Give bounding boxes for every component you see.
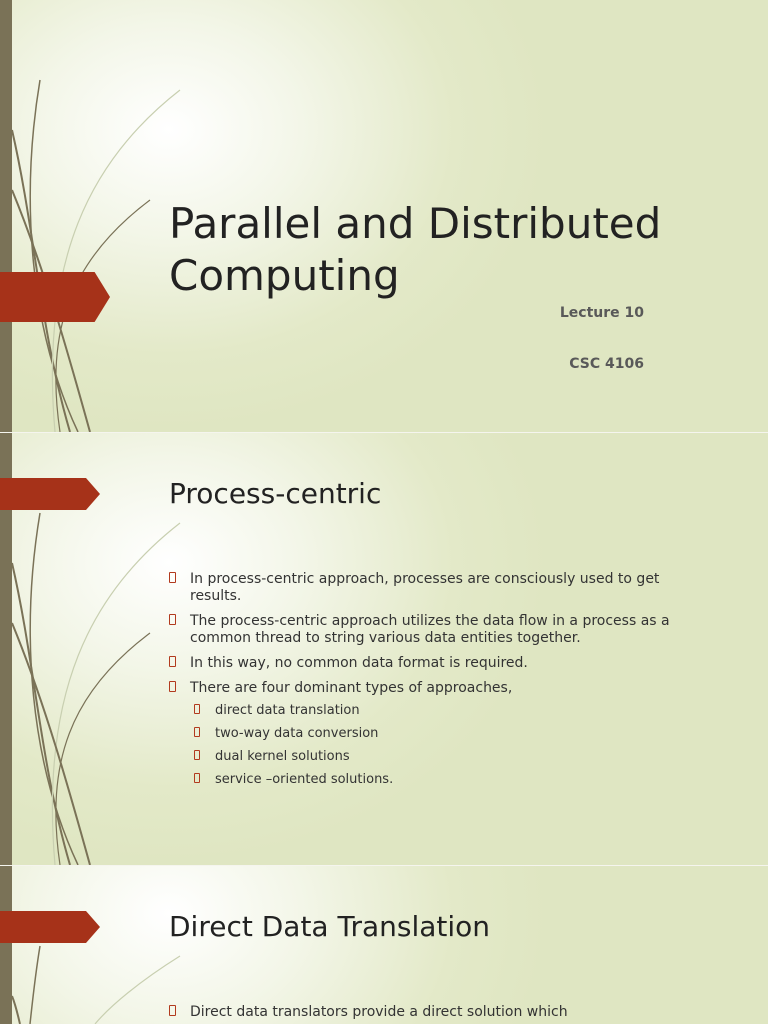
bullet-list xyxy=(169,571,689,796)
bullet-marker-icon xyxy=(169,1005,176,1016)
decorative-swirls xyxy=(0,866,200,1024)
course-code: CSC 4106 xyxy=(569,356,644,372)
bullet-item: In this way, no common data format is required. xyxy=(169,655,689,672)
sub-bullet-item: dual kernel solutions xyxy=(194,749,689,765)
bullet-marker-icon xyxy=(194,773,200,783)
bullet-item: Direct data translators provide a direct solution which xyxy=(169,1004,689,1021)
slide-process-centric xyxy=(0,433,768,865)
slide-heading: Process-centric xyxy=(169,477,382,510)
bullet-marker-icon xyxy=(169,681,176,692)
slide-heading: Direct Data Translation xyxy=(169,910,491,943)
bullet-list xyxy=(169,1004,689,1024)
bullet-marker-icon xyxy=(169,572,176,583)
sub-bullet-item: two-way data conversion xyxy=(194,726,689,742)
sub-bullet-item: service –oriented solutions. xyxy=(194,772,689,788)
slide-arrow-marker xyxy=(0,911,100,943)
sub-bullet-item: direct data translation xyxy=(194,703,689,719)
bullet-marker-icon xyxy=(194,727,200,737)
slide-direct-data-translation xyxy=(0,866,768,1024)
bullet-item: In process-centric approach, processes are consciously used to get results. xyxy=(169,571,689,605)
bullet-item: The process-centric approach utilizes the data flow in a process as a common thread to string various data entities together. xyxy=(169,613,689,647)
sub-bullet-list xyxy=(194,703,689,788)
bullet-marker-icon xyxy=(194,750,200,760)
slide-arrow-marker xyxy=(0,478,100,510)
bullet-marker-icon xyxy=(169,656,176,667)
lecture-label: Lecture 10 xyxy=(559,305,644,321)
bullet-marker-icon xyxy=(194,704,200,714)
presentation-title: Parallel and Distributed Computing xyxy=(169,199,662,300)
slide-title xyxy=(0,0,768,432)
bullet-marker-icon xyxy=(169,614,176,625)
slide-arrow-marker xyxy=(0,272,110,322)
bullet-item: There are four dominant types of approaches, direct data translation two-way data conversion dual kernel solutions service –oriented solutions. xyxy=(169,680,689,788)
